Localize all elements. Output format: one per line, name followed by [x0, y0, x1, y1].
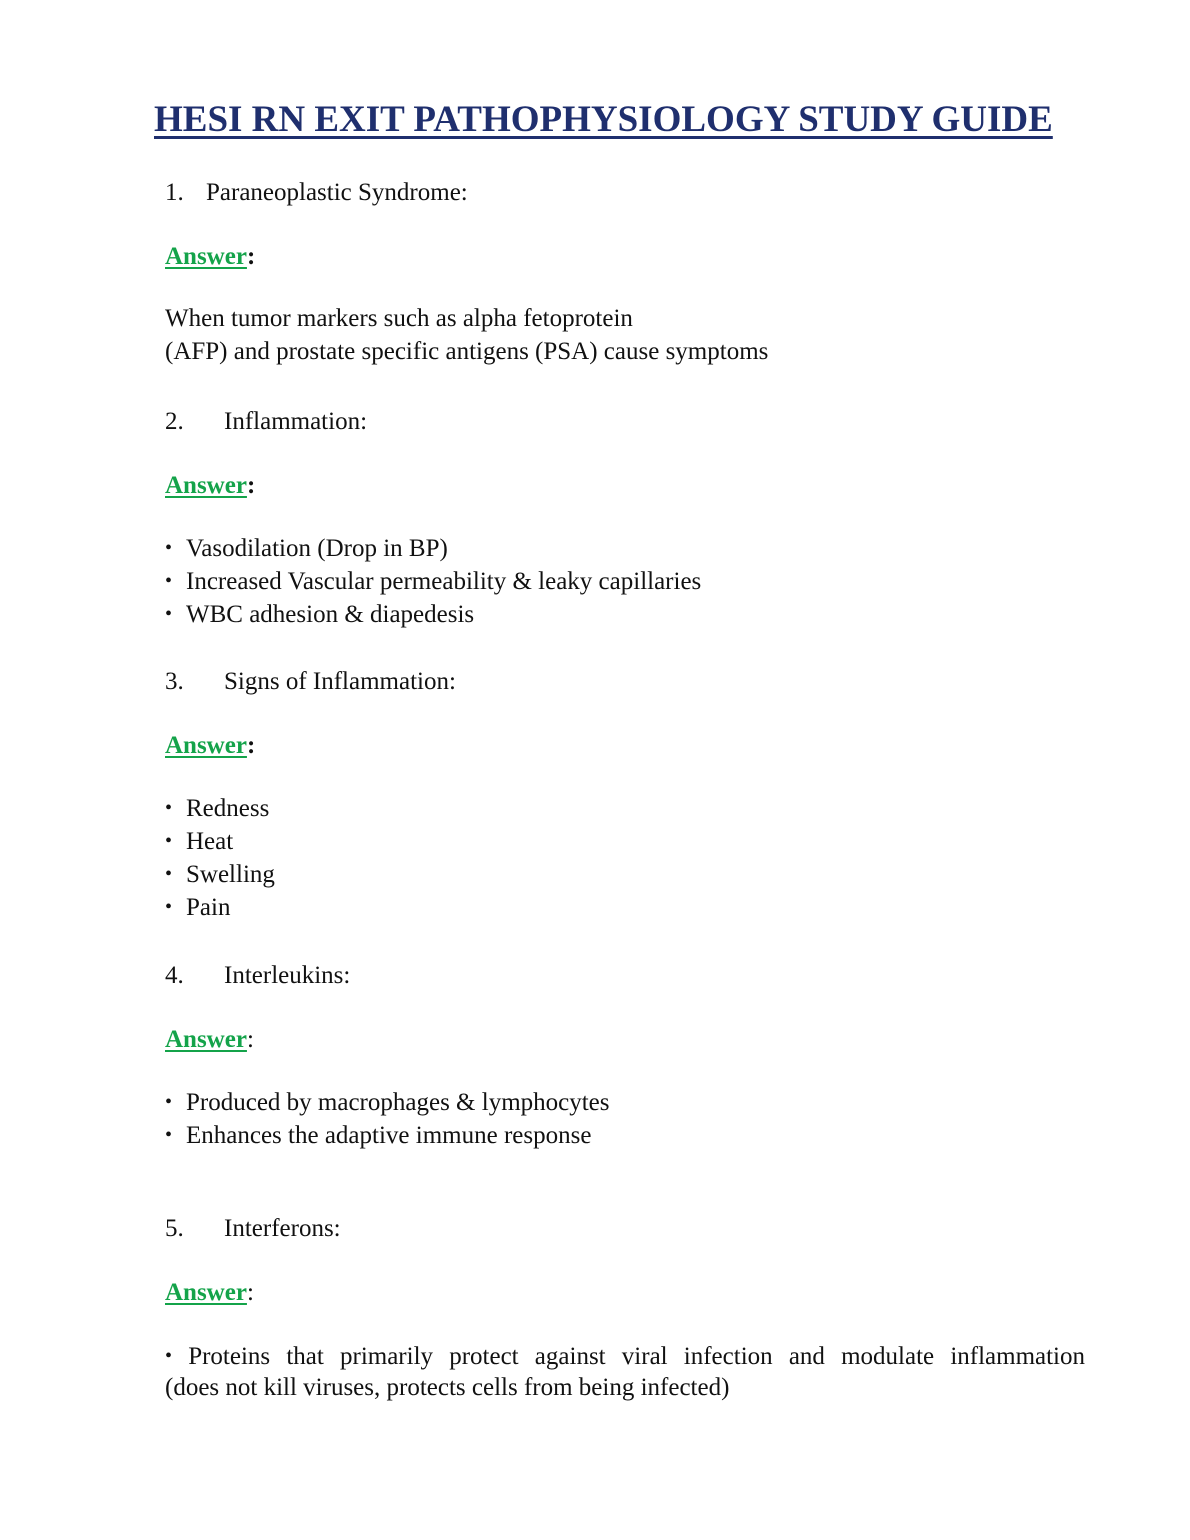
question-label: Signs of Inflammation: — [224, 668, 456, 695]
list-item — [165, 598, 701, 631]
answer-colon: : — [246, 732, 256, 759]
list-item-text: Redness — [186, 795, 270, 822]
question-number: 1. — [165, 179, 184, 206]
bullet-icon: • — [165, 1124, 173, 1146]
answer-heading-2 — [165, 470, 255, 502]
answer-colon: : — [246, 1279, 254, 1306]
answer-label: Answer — [165, 472, 247, 499]
answer-line: (does not kill viruses, protects cells from being infected) — [165, 1374, 730, 1401]
bullet-icon: • — [165, 537, 173, 559]
answer-colon: : — [246, 472, 256, 499]
answer-list-4 — [165, 1086, 610, 1152]
answer-text-5-line-2 — [165, 1372, 729, 1404]
answer-heading-1 — [165, 241, 255, 273]
question-number: 3. — [165, 668, 184, 695]
question-2 — [165, 406, 367, 438]
list-item-text: Heat — [186, 828, 234, 855]
bullet-icon: • — [165, 863, 173, 885]
answer-label: Answer — [165, 243, 247, 270]
answer-line: Proteins that primarily protect against viral infection and modulate inflammation — [188, 1343, 1086, 1370]
answer-colon: : — [246, 243, 256, 270]
question-label: Interleukins: — [224, 962, 351, 989]
answer-line: (AFP) and prostate specific antigens (PSA) cause symptoms — [165, 338, 769, 365]
bullet-icon: • — [165, 830, 173, 852]
question-3 — [165, 666, 456, 698]
bullet-icon: • — [165, 1091, 173, 1113]
question-number: 2. — [165, 408, 184, 435]
question-label: Paraneoplastic Syndrome: — [206, 179, 468, 206]
list-item — [165, 825, 275, 858]
document-title: HESI RN EXIT PATHOPHYSIOLOGY STUDY GUIDE — [154, 99, 1053, 140]
answer-label: Answer — [165, 1026, 247, 1053]
list-item-text: Vasodilation (Drop in BP) — [186, 535, 448, 562]
list-item — [165, 858, 275, 891]
list-item-text: Pain — [186, 894, 231, 921]
question-label: Interferons: — [224, 1215, 341, 1242]
list-item-text: WBC adhesion & diapedesis — [186, 601, 475, 628]
list-item-text: Swelling — [186, 861, 275, 888]
bullet-icon: • — [165, 570, 173, 592]
list-item — [165, 532, 701, 565]
answer-text-1 — [165, 302, 768, 368]
list-item — [165, 891, 275, 924]
list-item — [165, 1119, 610, 1152]
list-item-text: Produced by macrophages & lymphocytes — [186, 1089, 610, 1116]
question-5 — [165, 1213, 341, 1245]
answer-heading-5 — [165, 1277, 254, 1309]
answer-label: Answer — [165, 1279, 247, 1306]
bullet-icon: • — [165, 896, 173, 918]
answer-heading-3 — [165, 730, 255, 762]
question-label: Inflammation: — [224, 408, 368, 435]
answer-heading-4 — [165, 1024, 254, 1056]
bullet-icon: • — [165, 797, 173, 819]
answer-label: Answer — [165, 732, 247, 759]
question-1 — [165, 177, 468, 209]
list-item — [165, 792, 275, 825]
answer-colon: : — [246, 1026, 254, 1053]
answer-list-3 — [165, 792, 275, 924]
question-number: 5. — [165, 1215, 184, 1242]
answer-list-2 — [165, 532, 701, 631]
list-item — [165, 565, 701, 598]
question-4 — [165, 960, 350, 992]
list-item — [165, 1086, 610, 1119]
list-item-text: Increased Vascular permeability & leaky capillaries — [186, 568, 702, 595]
bullet-icon: • — [165, 1345, 173, 1367]
list-item-text: Enhances the adaptive immune response — [186, 1122, 592, 1149]
answer-line: When tumor markers such as alpha fetoprotein — [165, 305, 633, 332]
question-number: 4. — [165, 962, 184, 989]
answer-text-5-line-1 — [165, 1340, 1085, 1373]
bullet-icon: • — [165, 603, 173, 625]
